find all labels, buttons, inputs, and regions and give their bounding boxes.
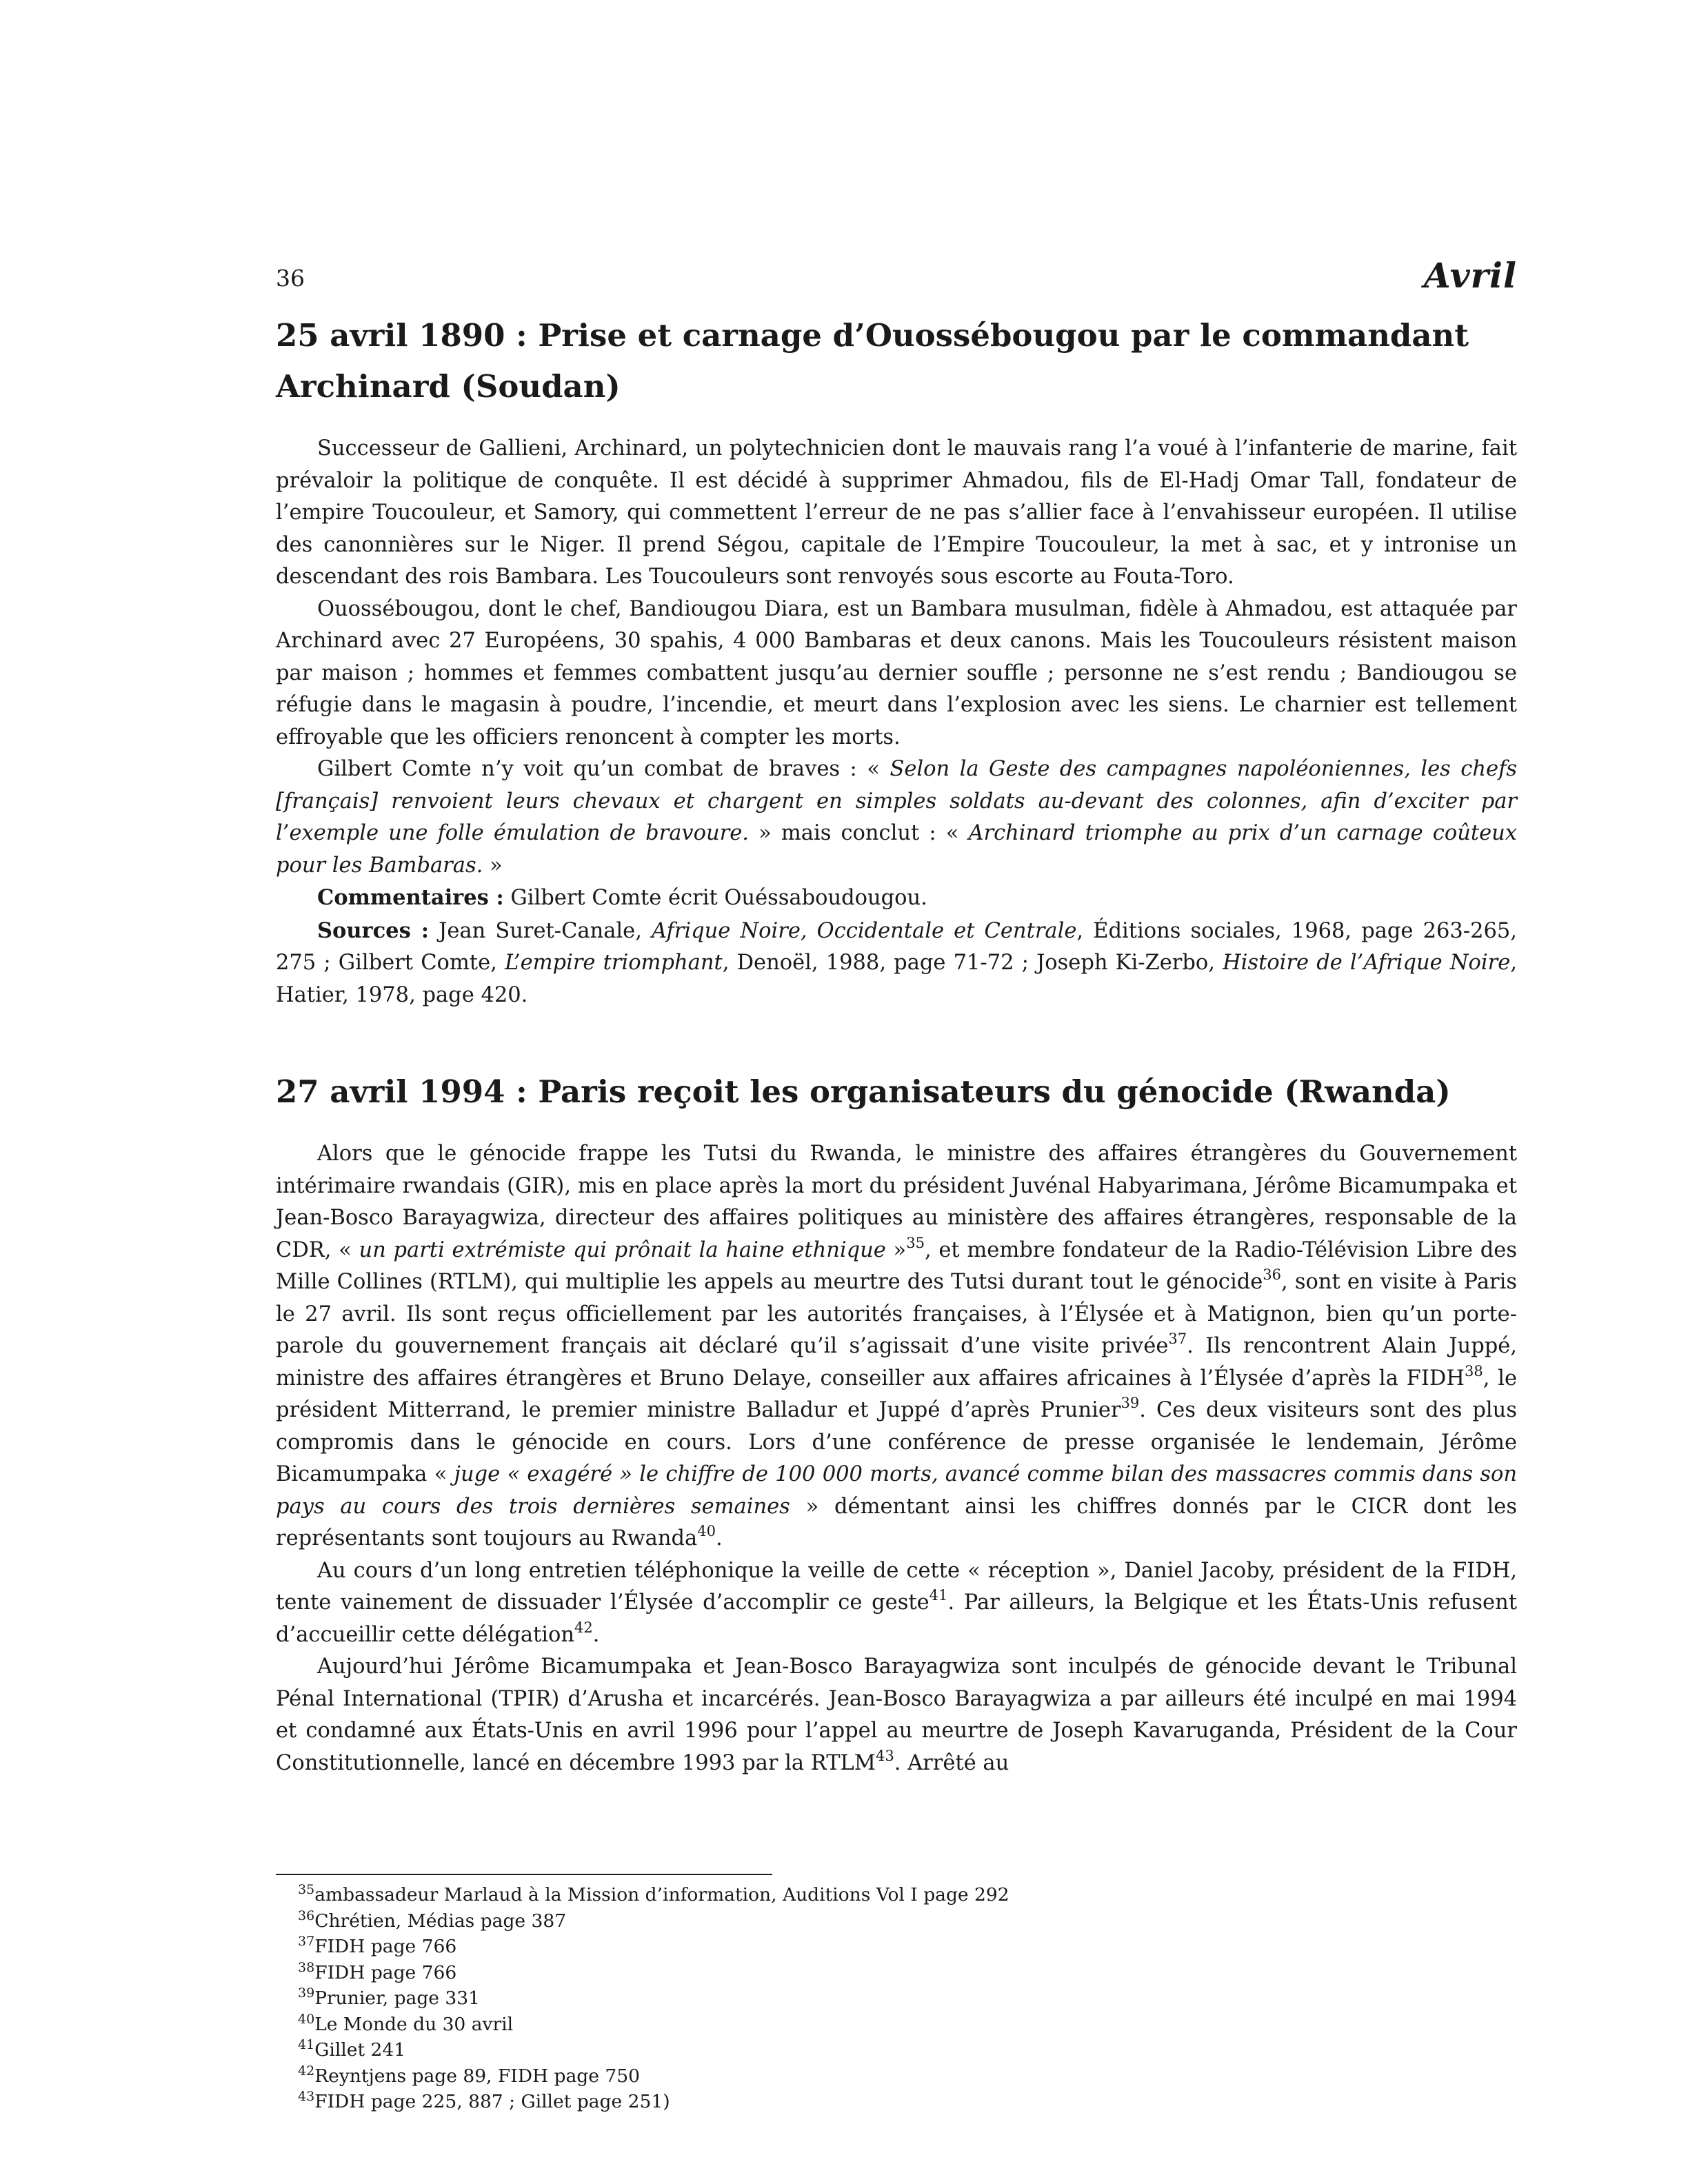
text-run: . Par ailleurs, la Belgique et les États-Unis refusent d’accueillir cette délégation [276, 1590, 1517, 1647]
section-genocide [276, 1066, 1517, 1779]
footnote-text: Le Monde du 30 avril [314, 2013, 514, 2035]
paragraph: Successeur de Gallieni, Archinard, un polytechnicien dont le mauvais rang l’a voué à l’infanterie de marine, fait prévaloir la politique de conquête. Il est décidé à supprimer Ahmadou, fils de El-Hadj Omar Tall, fondateur de l’empire Toucouleur, et Samory, qui commettent l’erreur de ne pas s’allier face à l’envahisseur européen. Il utilise des canonnières sur le Niger. Il prend Ségou, capitale de l’Empire Toucouleur, la met à sac, et y intronise un descendant des rois Bambara. Les Toucouleurs sont renvoyés sous escorte au Fouta-Toro. [276, 436, 1517, 589]
footnote [276, 2037, 1517, 2063]
text-run: Alors que le génocide frappe les Tutsi du Rwanda, le ministre des affaires étrangères du Gouvernement intérimaire rwandais (GIR), mis en place après la mort du président Juvénal Habyarimana, Jérôme Bicamumpaka et Jean-Bosco Barayagwiza, directeur des affaires politiques au ministère des affaires étrangères, responsable de la CDR, « [276, 1142, 1517, 1262]
paragraph [276, 1555, 1517, 1652]
text-run: , sont en visite à Paris le 27 avril. Ils sont reçus officiellement par les autorités françaises, à l’Élysée et à Matignon, bien qu’un porte-parole du gouvernement français ait déclaré qu’il s’agissait d’une visite privée [276, 1270, 1517, 1358]
footnote-ref[interactable]: 37 [1168, 1331, 1187, 1347]
comments-label: Commentaires : [317, 885, 504, 910]
section-title: 27 avril 1994 : Paris reçoit les organisateurs du génocide (Rwanda) [276, 1073, 1451, 1110]
footnote-ref[interactable]: 39 [1121, 1395, 1140, 1411]
text-run: » mais conclut : « [749, 821, 969, 845]
sources-label: Sources : [317, 918, 430, 943]
footnote-ref[interactable]: 43 [876, 1747, 894, 1764]
footnote-text: FIDH page 766 [314, 1961, 457, 1983]
text-run: Gilbert Comte n’y voit qu’un combat de braves : « [317, 757, 890, 781]
footnote-text: Chrétien, Médias page 387 [314, 1910, 567, 1932]
footnotes [276, 1882, 1517, 2115]
page-content [276, 255, 1517, 1779]
text-run: , Denoël, 1988, page 71-72 ; Joseph Ki-Zerbo, [722, 951, 1223, 975]
footnote-number: 43 [298, 2089, 315, 2104]
sources-paragraph [276, 915, 1517, 1012]
paragraph: Ouossébougou, dont le chef, Bandiougou Diara, est un Bambara musulman, fidèle à Ahmadou, est attaquée par Archinard avec 27 Européens, 30 spahis, 4 000 Bambaras et deux canons. Mais les Toucouleurs résistent maison par maison ; hommes et femmes combattent jusqu’au dernier souffle ; personne ne s’est rendu ; Bandiougou se réfugie dans le magasin à poudre, l’incendie, et meurt dans l’explosion avec les siens. Le charnier est tellement effroyable que les officiers renoncent à compter les morts. [276, 596, 1517, 749]
text-run: . [592, 1622, 600, 1647]
comments-text: Gilbert Comte écrit Ouéssaboudougou. [503, 886, 927, 910]
text-run: . Ils rencontrent Alain Juppé, ministre des affaires étrangères et Bruno Delaye, conseiller aux affaires africaines à l’Élysée d’après la FIDH [276, 1334, 1517, 1391]
footnote-text: FIDH page 766 [314, 1936, 457, 1957]
text-run: , le président Mitterrand, le premier ministre Balladur et Juppé d’après Prunier [276, 1366, 1517, 1422]
book-title: Histoire de l’Afrique Noire [1223, 951, 1511, 975]
paragraph [276, 1651, 1517, 1779]
footnote [276, 2089, 1517, 2115]
quotation: Selon la Geste des campagnes napoléoniennes, les chefs [français] renvoient leurs chevaux et chargent en simples soldats au-devant des colonnes, afin d’exciter par l’exemple une folle émulation de bravoure. [276, 757, 1518, 845]
footnote-number: 40 [298, 2011, 315, 2027]
paragraph [276, 1138, 1517, 1555]
footnote-text: Reyntjens page 89, FIDH page 750 [314, 2065, 640, 2087]
text-run: , Éditions sociales, 1968, page 263-265, 275 ; Gilbert Comte, [276, 918, 1517, 975]
footnote-number: 39 [298, 1985, 315, 2001]
text-run: , et membre fondateur de la Radio-Télévision Libre des Mille Collines (RTLM), qui multiplie les appels au meurtre des Tutsi durant tout le génocide [276, 1237, 1517, 1294]
text-run: . [715, 1526, 723, 1550]
text-run: Au cours d’un long entretien téléphonique la veille de cette « réception », Daniel Jacoby, président de la FIDH, tente vainement de dissuader l’Élysée d’accomplir ce geste [276, 1558, 1517, 1615]
text-run: Aujourd’hui Jérôme Bicamumpaka et Jean-Bosco Barayagwiza sont inculpés de génocide devant le Tribunal Pénal International (TPIR) d’Arusha et incarcérés. Jean-Bosco Barayagwiza a par ailleurs été inculpé en mai 1994 et condamné aux États-Unis en avril 1996 pour l’appel au meurtre de Joseph Kavaruganda, Président de la Cour Constitutionnelle, lancé en décembre 1993 par la RTLM [276, 1655, 1517, 1775]
text-run: , Hatier, 1978, page 420. [276, 951, 1517, 1007]
footnote-number: 38 [298, 1959, 315, 1975]
footnote-number: 37 [298, 1934, 315, 1949]
text-run: » [483, 853, 503, 878]
book-title: L’empire triomphant [504, 951, 723, 975]
footnote-ref[interactable]: 40 [697, 1523, 716, 1539]
book-title: Afrique Noire, Occidentale et Centrale [652, 918, 1077, 943]
footnote [276, 2063, 1517, 2090]
paragraph [276, 754, 1517, 882]
footnote-number: 41 [298, 2037, 315, 2052]
footnote-ref[interactable]: 38 [1464, 1362, 1483, 1379]
footnote [276, 2012, 1517, 2038]
footnote-number: 42 [298, 2063, 315, 2079]
footnote-number: 35 [298, 1882, 315, 1897]
footnote [276, 1908, 1517, 1934]
section-body [276, 1138, 1517, 1779]
footnote-rule [276, 1874, 772, 1875]
footnote-text: ambassadeur Marlaud à la Mission d’information, Auditions Vol I page 292 [314, 1884, 1009, 1905]
text-run: . Ces deux visiteurs sont des plus compromis dans le génocide en cours. Lors d’une conférence de presse organisée le lendemain, Jérôme Bicamumpaka « [276, 1398, 1517, 1486]
footnote-ref[interactable]: 36 [1263, 1266, 1282, 1283]
quotation: un parti extrémiste qui prônait la haine ethnique [359, 1237, 886, 1262]
running-title: Avril [1423, 255, 1517, 296]
quotation: juge « exagéré » le chiffre de 100 000 morts, avancé comme bilan des massacres commis dans son pays au cours des trois dernières semaines [276, 1462, 1517, 1519]
comments-paragraph [276, 882, 1517, 915]
footnote-ref[interactable]: 41 [929, 1587, 948, 1604]
footnote [276, 1960, 1517, 1986]
section-body [276, 433, 1517, 1011]
section-archinard [276, 310, 1517, 1011]
footnote-text: Prunier, page 331 [314, 1988, 480, 2009]
footnote-ref[interactable]: 42 [574, 1619, 593, 1636]
footnote [276, 1985, 1517, 2012]
footnote [276, 1882, 1517, 1908]
text-run: Jean Suret-Canale, [429, 918, 652, 943]
footnote [276, 1934, 1517, 1960]
text-run: » démentant ainsi les chiffres donnés par le CICR dont les représentants sont toujours au Rwanda [276, 1494, 1518, 1550]
running-header [276, 255, 1517, 296]
footnote-number: 36 [298, 1908, 315, 1923]
quotation: Archinard triomphe au prix d’un carnage coûteux pour les Bambaras. [276, 821, 1517, 878]
page-number: 36 [276, 265, 305, 292]
footnote-text: Gillet 241 [314, 2039, 406, 2061]
footnote-text: FIDH page 225, 887 ; Gillet page 251) [314, 2091, 670, 2112]
text-run: » [885, 1237, 907, 1262]
text-run: . Arrêté au [894, 1750, 1009, 1775]
footnote-ref[interactable]: 35 [906, 1234, 925, 1251]
section-title: 25 avril 1890 : Prise et carnage d’Ouossébougou par le commandant Archinard (Soudan) [276, 317, 1469, 405]
